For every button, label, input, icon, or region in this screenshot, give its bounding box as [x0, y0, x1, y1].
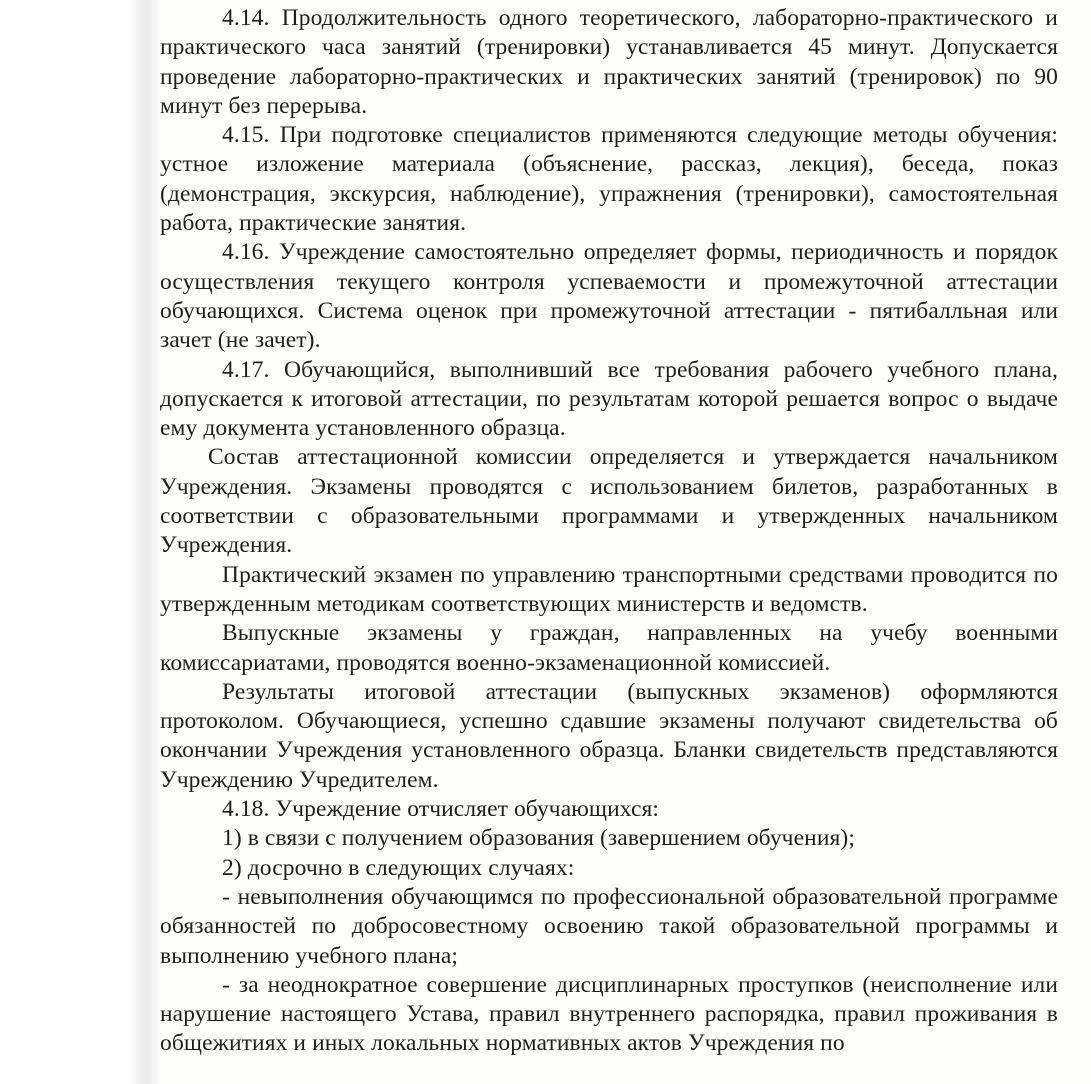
paragraph-4-17: 4.17. Обучающийся, выполнивший все требования рабочего учебного плана, допускается к итоговой аттестации, по результатам которой решается вопрос о выдаче ему документа установленного образца. — [160, 356, 1058, 442]
scan-shadow-edge — [0, 0, 160, 1084]
list-item-1: 1) в связи с получением образования (завершением обучения); — [222, 825, 855, 852]
list-item-2: 2) досрочно в следующих случаях: — [222, 854, 575, 881]
paragraph-graduation-exams: Выпускные экзамены у граждан, направленных на учебу военными комиссариатами, проводятся военно-экзаменационной комиссией. — [160, 620, 1058, 676]
paragraph-4-14: 4.14. Продолжительность одного теоретического, лабораторно-практического и практического часа занятий (тренировки) устанавливается 45 минут. Допускается проведение лабораторно-практических и практических занятий (тренировок) по 90 минут без перерыва. — [160, 5, 1058, 119]
document-body — [160, 4, 1058, 1059]
list-subitem-discipline: - за неоднократное совершение дисциплинарных проступков (неисполнение или нарушение настоящего Устава, правил внутреннего распорядка, правил проживания в общежитиях и иных локальных нормативных актов Учреждения по — [160, 971, 1058, 1057]
list-subitem-nonfulfillment: - невыполнения обучающимся по профессиональной образовательной программе обязанностей по добросовестному освоению такой образовательной программы и выполнению учебного плана; — [160, 883, 1058, 969]
paragraph-4-16: 4.16. Учреждение самостоятельно определяет формы, периодичность и порядок осуществления текущего контроля успеваемости и промежуточной аттестации обучающихся. Система оценок при промежуточной аттестации - пятибалльная или зачет (не зачет). — [160, 239, 1058, 354]
paragraph-practical-exam: Практический экзамен по управлению транспортными средствами проводится по утвержденным методикам соответствующих министерств и ведомств. — [160, 561, 1058, 617]
paragraph-4-18: 4.18. Учреждение отчисляет обучающихся: — [222, 796, 660, 823]
paragraph-4-15: 4.15. При подготовке специалистов применяются следующие методы обучения: устное изложение материала (объяснение, рассказ, лекция), беседа, показ (демонстрация, экскурсия, наблюдение), упражнения (тренировки), самостоятельная работа, практические занятия. — [160, 122, 1058, 237]
paragraph-results: Результаты итоговой аттестации (выпускных экзаменов) оформляются протоколом. Обучающиеся, успешно сдавшие экзамены получают свидетельства об окончании Учреждения установленного образца. Бланки свидетельств представляются Учреждению Учредителем. — [160, 678, 1058, 793]
paragraph-commission: Состав аттестационной комиссии определяется и утверждается начальником Учреждения. Экзамены проводятся с использованием билетов, разработанных в соответствии с образовательными программами и утвержденных начальником Учреждения. — [160, 444, 1058, 559]
